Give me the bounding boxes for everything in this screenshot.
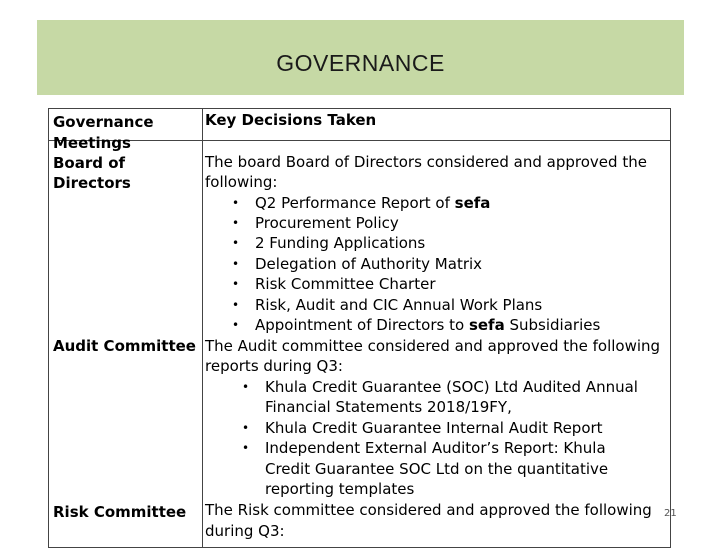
board-bullet-item: • Procurement Policy bbox=[255, 213, 399, 234]
board-bullet-item: • Risk Committee Charter bbox=[255, 274, 436, 295]
row-audit-label: Audit Committee bbox=[53, 337, 196, 355]
sefa-term: sefa bbox=[454, 194, 491, 212]
row-audit-intro-line1: The Audit committee considered and approved the following bbox=[205, 337, 661, 355]
audit-bullet-continuation: Credit Guarantee SOC Ltd on the quantitative bbox=[265, 460, 609, 478]
title-band bbox=[37, 20, 684, 95]
board-bullet-item: • Delegation of Authority Matrix bbox=[255, 254, 482, 275]
row-audit-intro-line2: reports during Q3: bbox=[205, 357, 343, 375]
audit-bullet-item: • Khula Credit Guarantee (SOC) Ltd Audited Annual bbox=[265, 377, 638, 398]
header-col2: Key Decisions Taken bbox=[205, 111, 377, 129]
board-bullet-text: Appointment of Directors to bbox=[255, 316, 465, 334]
row-risk-label: Risk Committee bbox=[53, 503, 187, 521]
slide-title: GOVERNANCE bbox=[276, 50, 445, 76]
board-bullet-text: Q2 Performance Report of bbox=[255, 194, 450, 212]
row-risk-intro-line2: during Q3: bbox=[205, 522, 285, 540]
governance-table bbox=[48, 108, 671, 548]
header-col1-line1: Governance bbox=[53, 113, 154, 131]
row-board-label-line2: Directors bbox=[53, 174, 131, 192]
row-risk-intro-line1: The Risk committee considered and approved the following bbox=[205, 501, 652, 519]
audit-bullet-item: • Khula Credit Guarantee Internal Audit Report bbox=[265, 418, 603, 439]
audit-bullet-continuation: Financial Statements 2018/19FY, bbox=[265, 398, 512, 416]
board-bullet-item bbox=[255, 193, 490, 214]
row-board-intro-line2: following: bbox=[205, 173, 278, 191]
board-bullet-item: • 2 Funding Applications bbox=[255, 233, 425, 254]
audit-bullet-item: • Independent External Auditor’s Report: Khula bbox=[265, 438, 606, 459]
header-divider bbox=[49, 140, 670, 141]
board-bullet-suffix: Subsidiaries bbox=[509, 316, 601, 334]
column-divider bbox=[202, 109, 203, 547]
page-number: 21 bbox=[664, 508, 677, 519]
board-bullet-item bbox=[255, 315, 600, 336]
header-col1-line2: Meetings bbox=[53, 134, 131, 152]
sefa-term: sefa bbox=[468, 316, 505, 334]
row-board-label-line1: Board of bbox=[53, 154, 126, 172]
row-board-intro-line1: The board Board of Directors considered and approved the bbox=[205, 153, 647, 171]
audit-bullet-continuation: reporting templates bbox=[265, 480, 415, 498]
board-bullet-item: • Risk, Audit and CIC Annual Work Plans bbox=[255, 295, 542, 316]
